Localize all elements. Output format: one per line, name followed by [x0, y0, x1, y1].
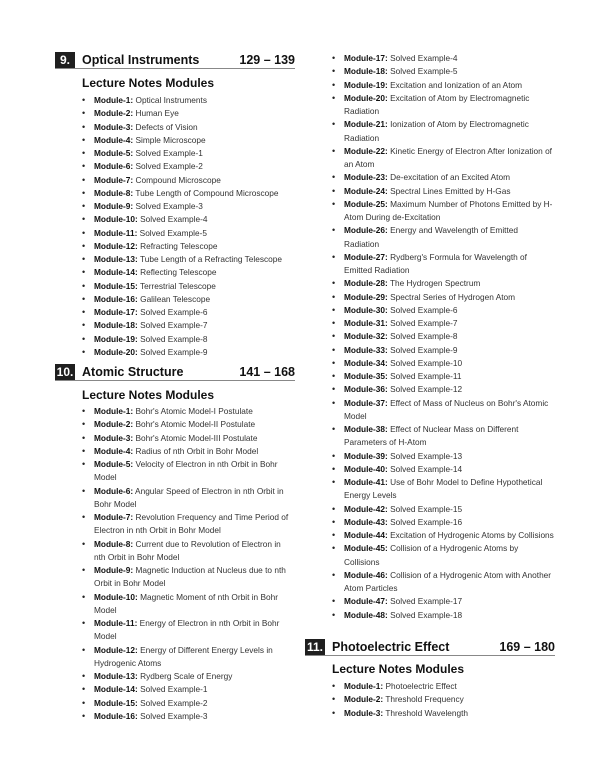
list-item: • Module-19: Solved Example-8 — [82, 333, 297, 346]
list-item: • Module-2: Threshold Frequency — [332, 693, 554, 706]
chapter-pages: 141 – 168 — [239, 365, 295, 379]
list-item: • Module-6: Angular Speed of Electron in nth Orbit in Bohr Model — [82, 485, 292, 512]
list-item: • Module-4: Radius of nth Orbit in Bohr Model — [82, 445, 292, 458]
list-item: • Module-5: Velocity of Electron in nth Orbit in Bohr Model — [82, 458, 292, 485]
chapter-title: Photoelectric Effect — [332, 640, 450, 654]
list-item: • Module-37: Effect of Mass of Nucleus on Bohr's Atomic Model — [332, 397, 554, 424]
list-item: • Module-18: Solved Example-7 — [82, 319, 297, 332]
list-item: • Module-38: Effect of Nuclear Mass on Different Parameters of H-Atom — [332, 423, 554, 450]
list-item: • Module-46: Collision of a Hydrogenic Atom with Another Atom Particles — [332, 569, 554, 596]
list-item: • Module-42: Solved Example-15 — [332, 503, 554, 516]
list-item: • Module-29: Spectral Series of Hydrogen Atom — [332, 291, 554, 304]
list-item: • Module-34: Solved Example-10 — [332, 357, 554, 370]
list-item: • Module-28: The Hydrogen Spectrum — [332, 277, 554, 290]
chapter-number: 10. — [56, 365, 74, 379]
list-item: • Module-4: Simple Microscope — [82, 134, 297, 147]
chapter-10-module-list-part1 — [82, 405, 292, 723]
chapter-9-module-list — [82, 94, 297, 359]
list-item: • Module-40: Solved Example-14 — [332, 463, 554, 476]
list-item: • Module-17: Solved Example-4 — [332, 52, 554, 65]
list-item: • Module-2: Human Eye — [82, 107, 297, 120]
chapter-11-header — [305, 639, 555, 656]
list-item: • Module-19: Excitation and Ionization of an Atom — [332, 79, 554, 92]
chapter-title: Atomic Structure — [82, 365, 184, 379]
chapter-pages: 169 – 180 — [499, 640, 555, 654]
list-item: • Module-12: Refracting Telescope — [82, 240, 297, 253]
list-item: • Module-2: Bohr's Atomic Model-II Postulate — [82, 418, 292, 431]
list-item: • Module-23: De-excitation of an Excited Atom — [332, 171, 554, 184]
list-item: • Module-21: Ionization of Atom by Electromagnetic Radiation — [332, 118, 554, 145]
list-item: • Module-48: Solved Example-18 — [332, 609, 554, 622]
chapter-title: Optical Instruments — [82, 53, 200, 67]
list-item: • Module-27: Rydberg's Formula for Wavelength of Emitted Radiation — [332, 251, 554, 278]
list-item: • Module-6: Solved Example-2 — [82, 160, 297, 173]
list-item: • Module-30: Solved Example-6 — [332, 304, 554, 317]
chapter-10-header — [55, 364, 295, 381]
chapter-9-subheading: Lecture Notes Modules — [82, 76, 215, 90]
list-item: • Module-3: Bohr's Atomic Model-III Postulate — [82, 432, 292, 445]
list-item: • Module-1: Bohr's Atomic Model-I Postulate — [82, 405, 292, 418]
list-item: • Module-20: Excitation of Atom by Electromagnetic Radiation — [332, 92, 554, 119]
list-item: • Module-14: Reflecting Telescope — [82, 266, 297, 279]
list-item: • Module-26: Energy and Wavelength of Emitted Radiation — [332, 224, 554, 251]
list-item: • Module-8: Current due to Revolution of Electron in nth Orbit in Bohr Model — [82, 538, 292, 565]
list-item: • Module-15: Terrestrial Telescope — [82, 280, 297, 293]
list-item: • Module-7: Revolution Frequency and Time Period of Electron in nth Orbit in Bohr Model — [82, 511, 292, 538]
list-item: • Module-47: Solved Example-17 — [332, 595, 554, 608]
list-item: • Module-8: Tube Length of Compound Microscope — [82, 187, 297, 200]
list-item: • Module-11: Energy of Electron in nth Orbit in Bohr Model — [82, 617, 292, 644]
chapter-9-header — [55, 52, 295, 69]
chapter-number: 9. — [55, 52, 75, 68]
list-item: • Module-25: Maximum Number of Photons Emitted by H-Atom During de-Excitation — [332, 198, 554, 225]
list-item: • Module-1: Photoelectric Effect — [332, 680, 554, 693]
list-item: • Module-24: Spectral Lines Emitted by H-Gas — [332, 185, 554, 198]
chapter-10-module-list-part2 — [332, 52, 554, 622]
list-item: • Module-44: Excitation of Hydrogenic Atoms by Collisions — [332, 529, 554, 542]
list-item: • Module-41: Use of Bohr Model to Define Hypothetical Energy Levels — [332, 476, 554, 503]
list-item: • Module-32: Solved Example-8 — [332, 330, 554, 343]
list-item: • Module-7: Compound Microscope — [82, 174, 297, 187]
chapter-11-module-list — [332, 680, 554, 720]
list-item: • Module-31: Solved Example-7 — [332, 317, 554, 330]
list-item: • Module-13: Tube Length of a Refracting Telescope — [82, 253, 297, 266]
list-item: • Module-10: Solved Example-4 — [82, 213, 297, 226]
chapter-11-subheading: Lecture Notes Modules — [332, 662, 465, 676]
list-item: • Module-36: Solved Example-12 — [332, 383, 554, 396]
list-item: • Module-16: Galilean Telescope — [82, 293, 297, 306]
list-item: • Module-43: Solved Example-16 — [332, 516, 554, 529]
list-item: • Module-3: Threshold Wavelength — [332, 707, 554, 720]
list-item: • Module-18: Solved Example-5 — [332, 65, 554, 78]
list-item: • Module-20: Solved Example-9 — [82, 346, 297, 359]
list-item: • Module-10: Magnetic Moment of nth Orbit in Bohr Model — [82, 591, 292, 618]
list-item: • Module-33: Solved Example-9 — [332, 344, 554, 357]
list-item: • Module-14: Solved Example-1 — [82, 683, 292, 696]
chapter-number: 11. — [306, 640, 324, 654]
list-item: • Module-5: Solved Example-1 — [82, 147, 297, 160]
list-item: • Module-16: Solved Example-3 — [82, 710, 292, 723]
chapter-pages: 129 – 139 — [239, 53, 295, 67]
list-item: • Module-13: Rydberg Scale of Energy — [82, 670, 292, 683]
chapter-10-subheading: Lecture Notes Modules — [82, 388, 215, 402]
list-item: • Module-35: Solved Example-11 — [332, 370, 554, 383]
list-item: • Module-1: Optical Instruments — [82, 94, 297, 107]
list-item: • Module-45: Collision of a Hydrogenic Atoms by Collisions — [332, 542, 554, 569]
list-item: • Module-17: Solved Example-6 — [82, 306, 297, 319]
list-item: • Module-9: Solved Example-3 — [82, 200, 297, 213]
list-item: • Module-39: Solved Example-13 — [332, 450, 554, 463]
list-item: • Module-15: Solved Example-2 — [82, 697, 292, 710]
list-item: • Module-9: Magnetic Induction at Nucleus due to nth Orbit in Bohr Model — [82, 564, 292, 591]
list-item: • Module-12: Energy of Different Energy Levels in Hydrogenic Atoms — [82, 644, 292, 671]
list-item: • Module-11: Solved Example-5 — [82, 227, 297, 240]
list-item: • Module-3: Defects of Vision — [82, 121, 297, 134]
list-item: • Module-22: Kinetic Energy of Electron After Ionization of an Atom — [332, 145, 554, 172]
